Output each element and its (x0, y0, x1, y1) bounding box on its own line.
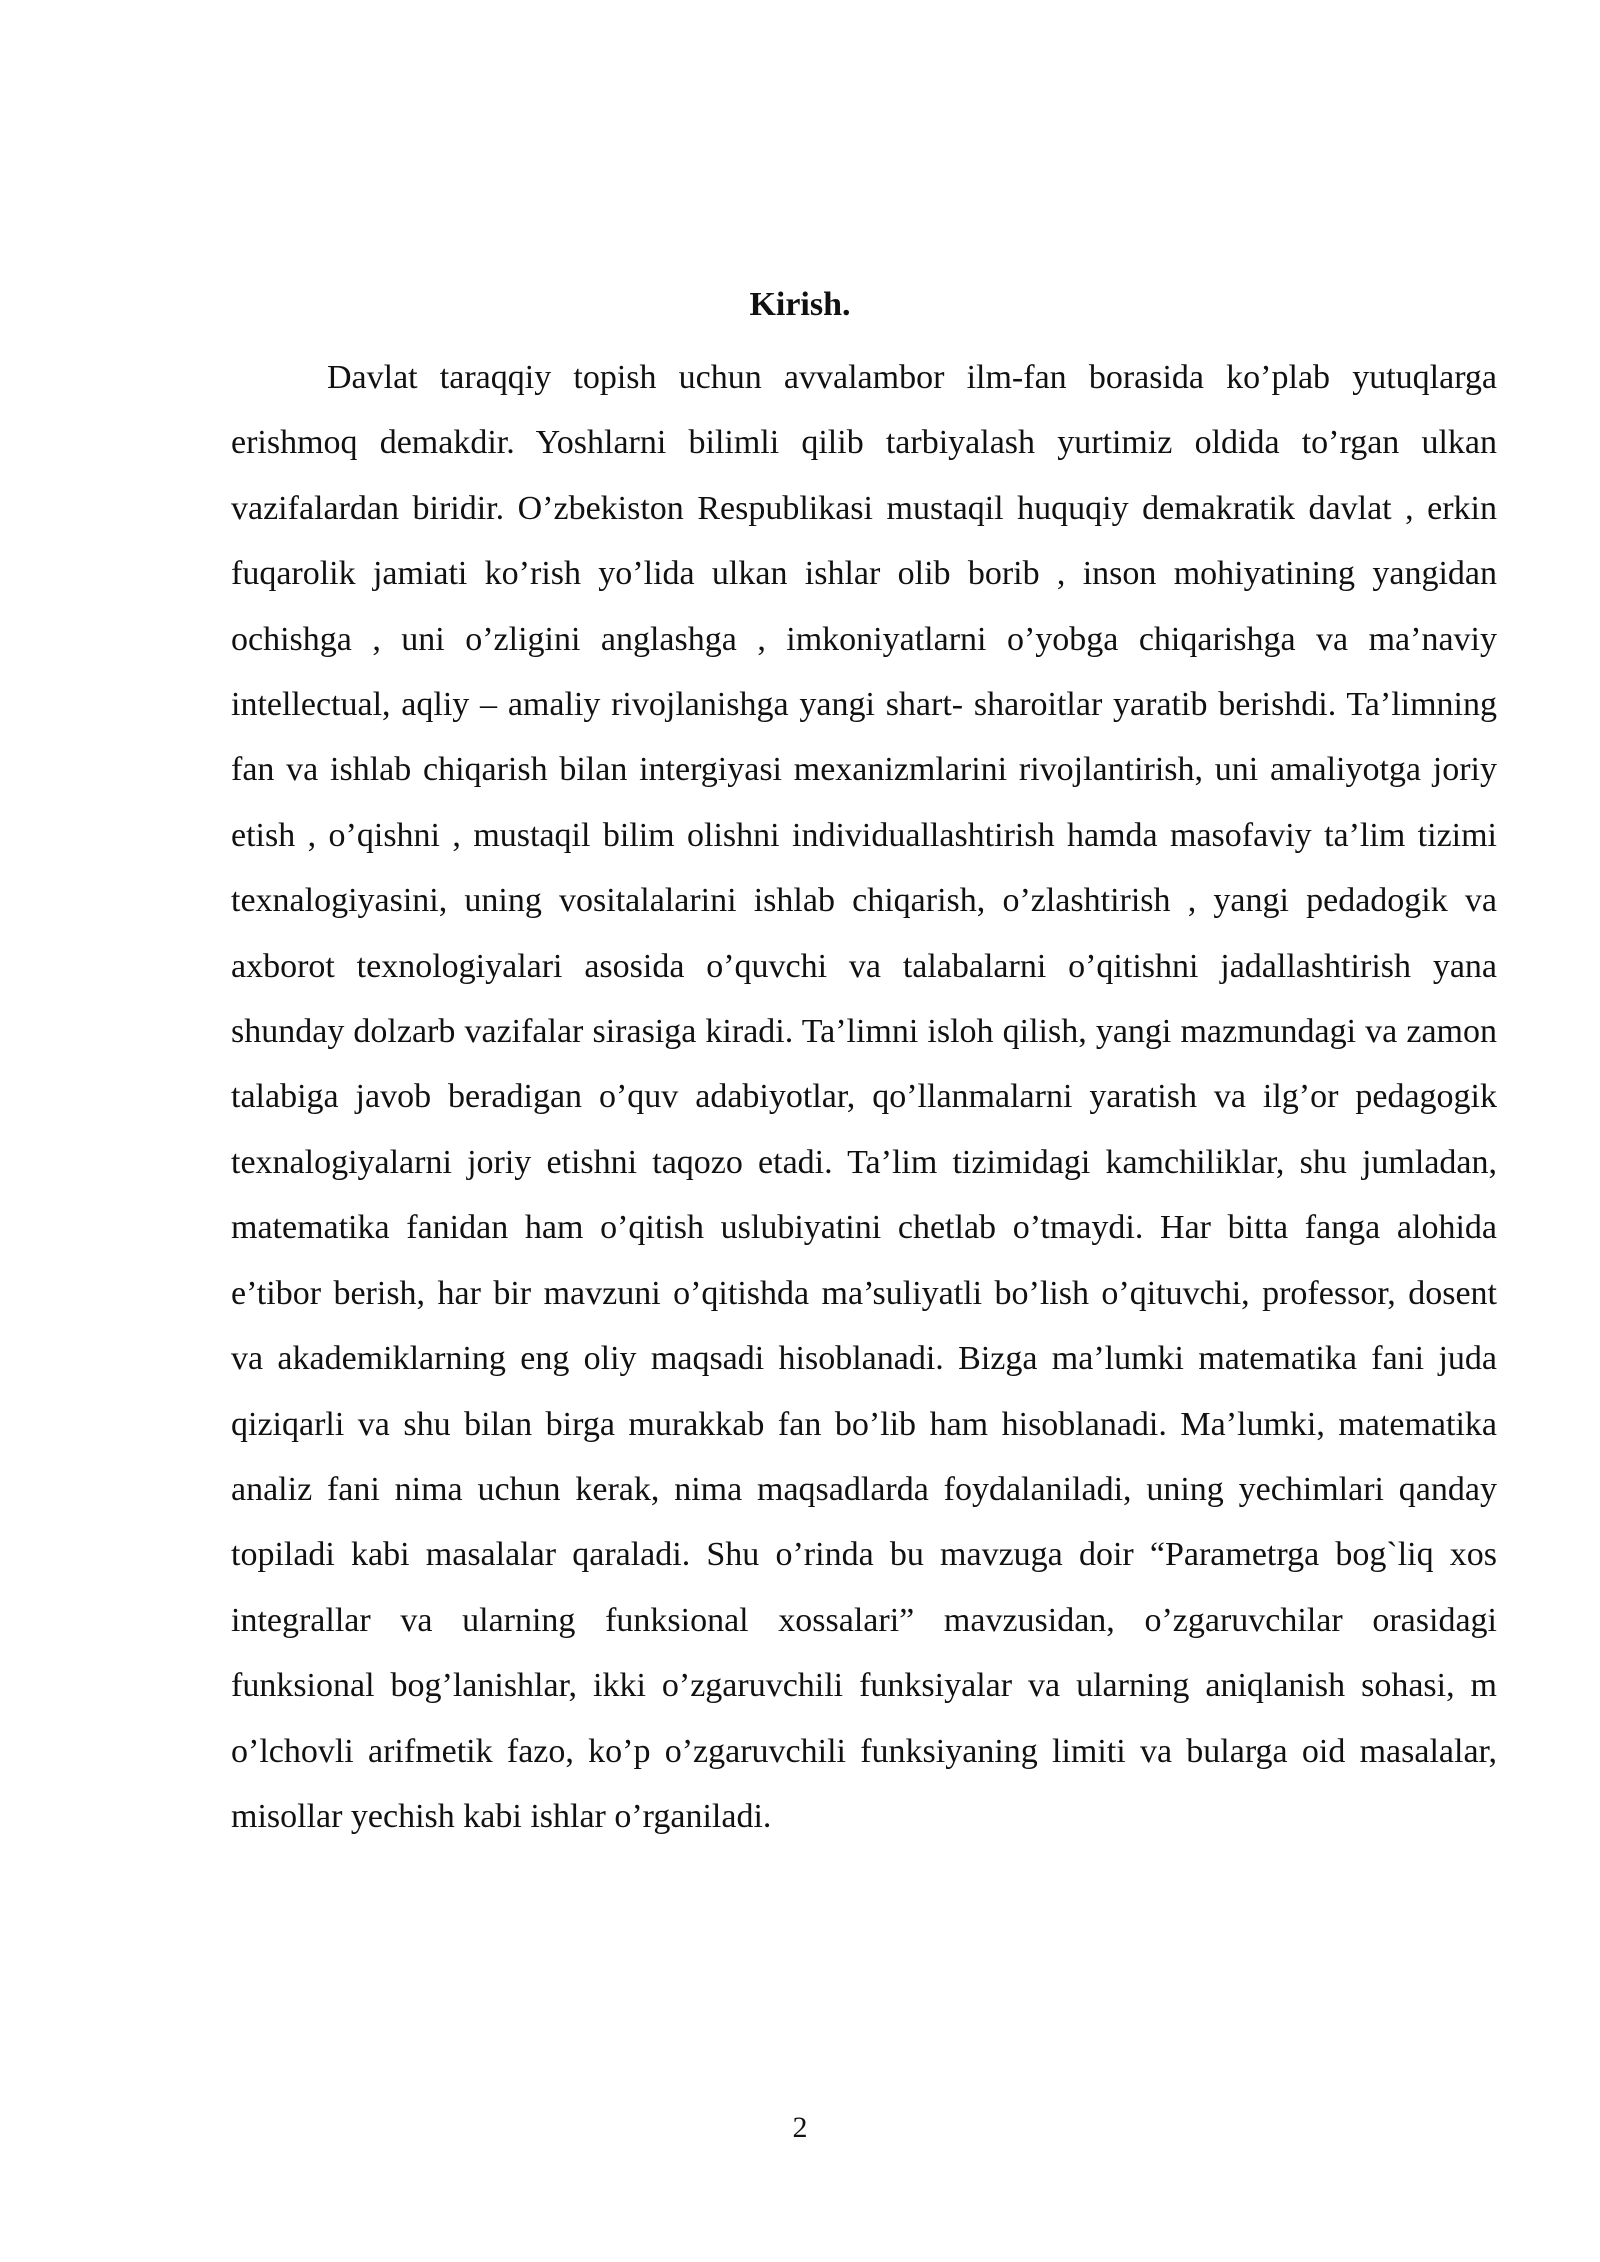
page-title: Kirish. (749, 286, 851, 323)
body-paragraph: Davlat taraqqiy topish uchun avvalambor ilm-fan borasida ko’plab yutuqlarga erishmoq demakdir. Yoshlarni bilimli qilib tarbiyalash yurtimiz oldida to’rgan ulkan vazifalardan biridir. O’zbekiston Respublikasi mustaqil huquqiy demakratik davlat , erkin fuqarolik jamiati ko’rish yo’lida ulkan ishlar olib borib , inson mohiyatining yangidan ochishga , uni o’zligini anglashga , imkoniyatlarni o’yobga chiqarishga va ma’naviy intellectual, aqliy – amaliy rivojlanishga yangi shart- sharoitlar yaratib berishdi. Ta’limning fan va ishlab chiqarish bilan intergiyasi mexanizmlarini rivojlantirish, uni amaliyotga joriy etish , o’qishni , mustaqil bilim olishni individuallashtirish hamda masofaviy ta’lim tizimi texnalogiyasini, uning vositalalarini ishlab chiqarish, o’zlashtirish , yangi pedadogik va axborot texnologiyalari asosida o’quvchi va talabalarni o’qitishni jadallashtirish yana shunday dolzarb vazifalar sirasiga kiradi. Ta’limni isloh qilish, yangi mazmundagi va zamon talabiga javob beradigan o’quv adabiyotlar, qo’llanmalarni yaratish va ilg’or pedagogik texnalogiyalarni joriy etishni taqozo etadi. Ta’lim tizimidagi kamchiliklar, shu jumladan, matematika fanidan ham o’qitish uslubiyatini chetlab o’tmaydi. Har bitta fanga alohida e’tibor berish, har bir mavzuni o’qitishda ma’suliyatli bo’lish o’qituvchi, professor, dosent va akademiklarning eng oliy maqsadi hisoblanadi. Bizga ma’lumki matematika fani juda qiziqarli va shu bilan birga murakkab fan bo’lib ham hisoblanadi. Ma’lumki, matematika analiz fani nima uchun kerak, nima maqsadlarda foydalaniladi, uning yechimlari qanday topiladi kabi masalalar qaraladi. Shu o’rinda bu mavzuga doir “Parametrga bog`liq xos integrallar va ularning funksional xossalari” mavzusidan, o’zgaruvchilar orasidagi funksional bog’lanishlar, ikki o’zgaruvchili funksiyalar va ularning aniqlanish sohasi, m o’lchovli arifmetik fazo, ko’p o’zgaruvchili funksiyaning limiti va bularga oid masalalar, misollar yechish kabi ishlar o’rganiladi. (231, 359, 1497, 1835)
page-number: 2 (792, 2111, 808, 2144)
